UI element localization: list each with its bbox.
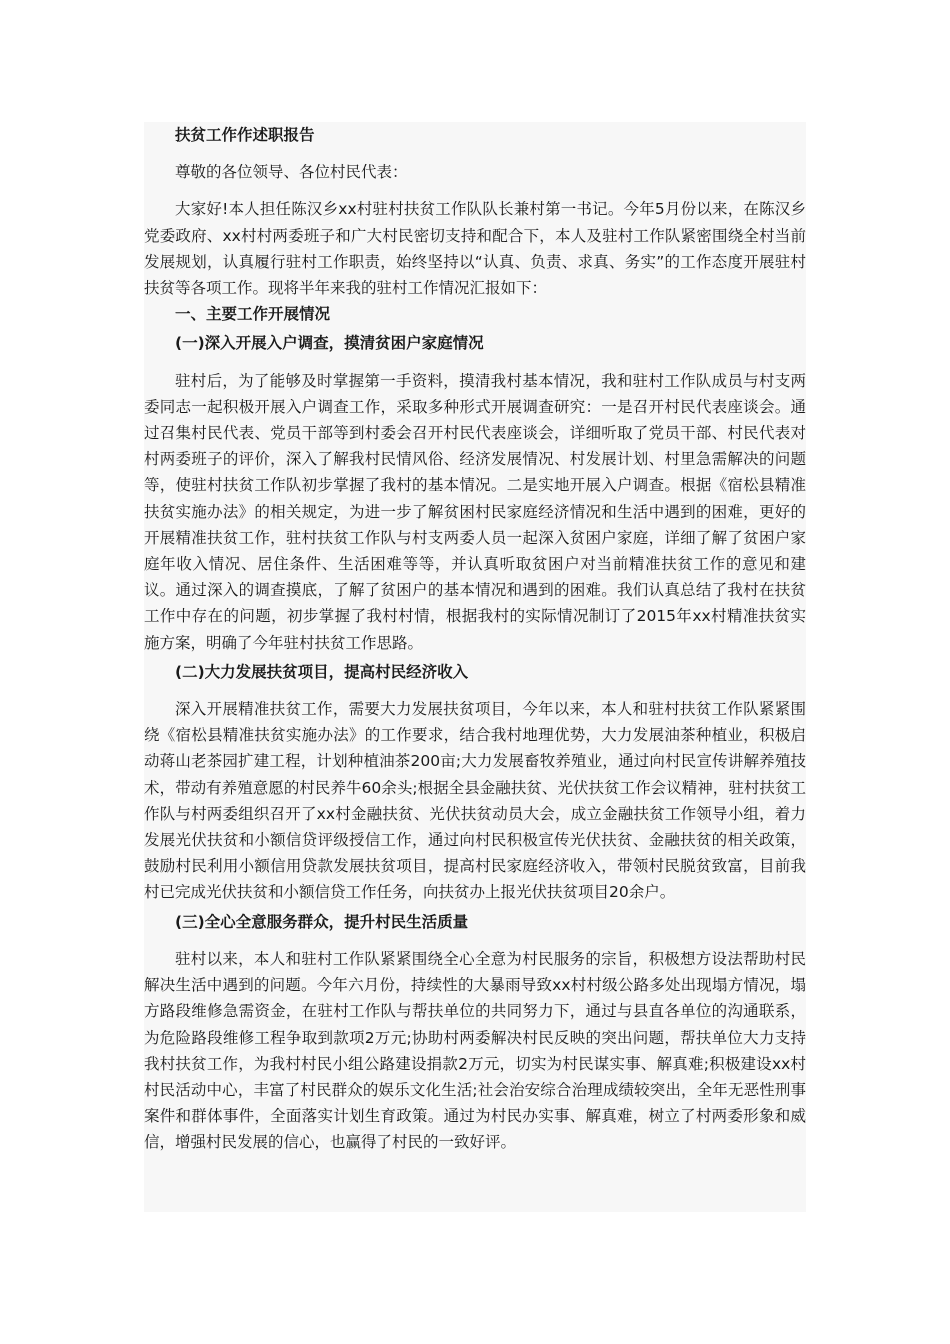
document-body: [144, 122, 806, 1156]
document-title: 扶贫工作作述职报告: [175, 126, 315, 144]
subsection-heading-3: (三)全心全意服务群众，提升村民生活质量: [175, 912, 469, 931]
subsection-heading-1: (一)深入开展入户调查，摸清贫困户家庭情况: [175, 334, 484, 353]
salutation: 尊敬的各位领导、各位村民代表：: [175, 163, 408, 182]
subsection-body-2: 深入开展精准扶贫工作，需要大力发展扶贫项目，今年以来，本人和驻村扶贫工作队紧紧围绕《宿松县精准扶贫实施办法》的工作要求，结合我村地理优势，大力发展油茶种植业，积极启动蒋山老茶园扩建工程，计划种植油茶200亩;大力发展畜牧养殖业，通过向村民宣传讲解养殖技术，带动有养殖意愿的村民养牛60余头;根据全县金融扶贫、光伏扶贫工作会议精神，驻村扶贫工作队与村两委组织召开了xx村金融扶贫、光伏扶贫动员大会，成立金融扶贫工作领导小组，着力发展光伏扶贫和小额信贷评级授信工作，通过向村民积极宣传光伏扶贫、金融扶贫的相关政策，鼓励村民利用小额信用贷款发展扶贫项目，提高村民家庭经济收入，带领村民脱贫致富，目前我村已完成光伏扶贫和小额信贷工作任务，向扶贫办上报光伏扶贫项目20余户。: [144, 700, 806, 902]
subsection-body-1: 驻村后，为了能够及时掌握第一手资料，摸清我村基本情况，我和驻村工作队成员与村支两委同志一起积极开展入户调查工作，采取多种形式开展调查研究：一是召开村民代表座谈会。通过召集村民代表、党员干部等到村委会召开村民代表座谈会，详细听取了党员干部、村民代表对村两委班子的评价，深入了解我村民情风俗、经济发展情况、村发展计划、村里急需解决的问题等，使驻村扶贫工作队初步掌握了我村的基本情况。二是实地开展入户调查。根据《宿松县精准扶贫实施办法》的相关规定，为进一步了解贫困村民家庭经济情况和生活中遇到的困难，更好的开展精准扶贫工作，驻村扶贫工作队与村支两委人员一起深入贫困户家庭，详细了解了贫困户家庭年收入情况、居住条件、生活困难等等，并认真听取贫困户对当前精准扶贫工作的意见和建议。通过深入的调查摸底，了解了贫困户的基本情况和遇到的困难。我们认真总结了我村在扶贫工作中存在的问题，初步掌握了我村村情，根据我村的实际情况制订了2015年xx村精准扶贫实施方案，明确了今年驻村扶贫工作思路。: [144, 371, 806, 652]
intro-paragraph: 大家好!本人担任陈汉乡xx村驻村扶贫工作队队长兼村第一书记。今年5月份以来，在陈汉乡党委政府、xx村村两委班子和广大村民密切支持和配合下，本人及驻村工作队紧密围绕全村当前发展规划，认真履行驻村工作职责，始终坚持以“认真、负责、求真、务实”的工作态度开展驻村扶贫等各项工作。现将半年来我的驻村工作情况汇报如下：: [144, 200, 806, 298]
subsection-heading-2: (二)大力发展扶贫项目，提高村民经济收入: [175, 662, 469, 681]
subsection-body-3: 驻村以来，本人和驻村工作队紧紧围绕全心全意为村民服务的宗旨，积极想方设法帮助村民解决生活中遇到的问题。今年六月份，持续性的大暴雨导致xx村村级公路多处出现塌方情况，塌方路段维修急需资金，在驻村工作队与帮扶单位的共同努力下，通过与县直各单位的沟通联系，为危险路段维修工程争取到款项2万元;协助村两委解决村民反映的突出问题，帮扶单位大力支持我村扶贫工作，为我村村民小组公路建设捐款2万元，切实为村民谋实事、解真难;积极建设xx村村民活动中心，丰富了村民群众的娱乐文化生活;社会治安综合治理成绩较突出，全年无恶性刑事案件和群体事件，全面落实计划生育政策。通过为村民办实事、解真难，树立了村两委形象和威信，增强村民发展的信心，也赢得了村民的一致好评。: [144, 949, 806, 1152]
section-heading-1: 一、主要工作开展情况: [175, 305, 331, 324]
